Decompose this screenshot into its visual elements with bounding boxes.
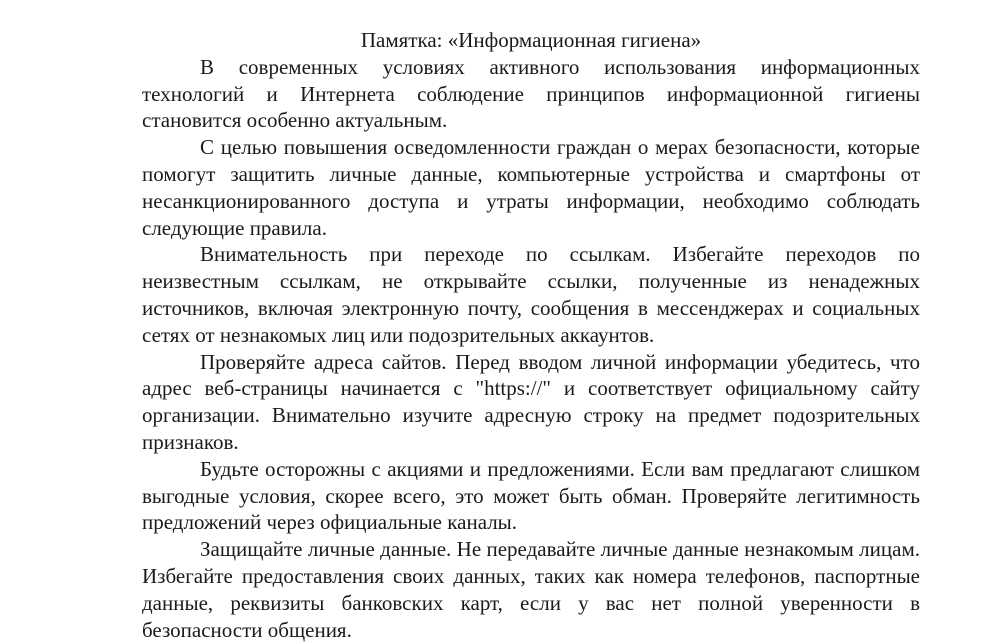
document-title: Памятка: «Информационная гигиена» [360, 28, 702, 52]
document-page [142, 27, 920, 643]
paragraph-offers: Будьте осторожны с акциями и предложениями. Если вам предлагают слишком выгодные условия, скорее всего, это может быть обман. Проверяйте легитимность предложений через официальные каналы. [142, 456, 920, 535]
paragraph-personal-data: Защищайте личные данные. Не передавайте личные данные незнакомым лицам. Избегайте предоставления своих данных, таких как номера телефонов, паспортные данные, реквизиты банковских карт, если у вас нет полной уверенности в безопасности общения. [142, 537, 920, 642]
paragraph-links: Внимательность при переходе по ссылкам. Избегайте переходов по неизвестным ссылкам, не открывайте ссылки, полученные из ненадежных источников, включая электронную почту, сообщения в мессенджерах и социальных сетях от незнакомых лиц или подозрительных аккаунтов. [142, 242, 920, 347]
paragraph-addresses: Проверяйте адреса сайтов. Перед вводом личной информации убедитесь, что адрес веб-страницы начинается с "https://" и соответствует официальному сайту организации. Внимательно изучите адресную строку на предмет подозрительных признаков. [142, 349, 920, 454]
paragraph-purpose: С целью повышения осведомленности граждан о мерах безопасности, которые помогут защитить личные данные, компьютерные устройства и смартфоны от несанкционированного доступа и утраты информации, необходимо соблюдать следующие правила. [142, 135, 920, 240]
paragraph-intro: В современных условиях активного использования информационных технологий и Интернета соблюдение принципов информационной гигиены становится особенно актуальным. [142, 54, 920, 133]
